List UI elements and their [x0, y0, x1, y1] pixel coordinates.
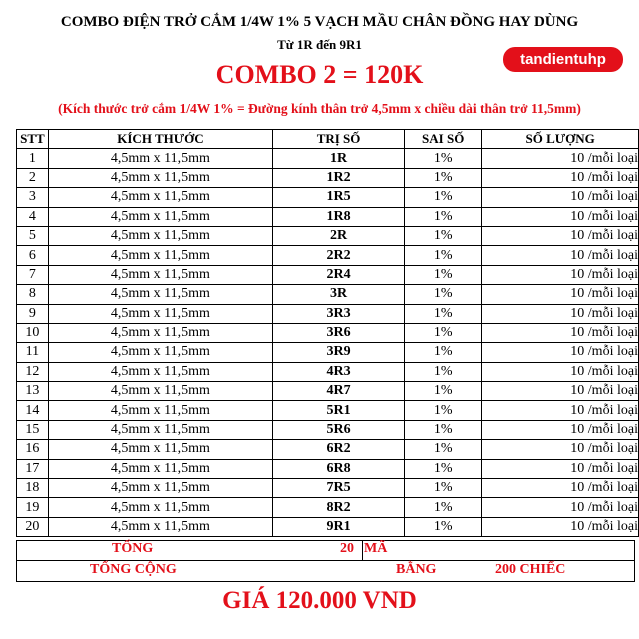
cell-stt: 6	[17, 246, 49, 265]
cell-quantity: 10 /mỗi loại	[482, 304, 639, 323]
cell-stt: 9	[17, 304, 49, 323]
cell-quantity: 10 /mỗi loại	[482, 323, 639, 342]
cell-stt: 15	[17, 420, 49, 439]
brand-badge: tandientuhp	[503, 47, 623, 72]
cell-quantity: 10 /mỗi loại	[482, 420, 639, 439]
cell-tolerance: 1%	[405, 285, 482, 304]
total-unit: MÃ	[364, 541, 388, 556]
cell-size: 4,5mm x 11,5mm	[48, 226, 272, 245]
cell-quantity: 10 /mỗi loại	[482, 188, 639, 207]
cell-tolerance: 1%	[405, 226, 482, 245]
table-row	[17, 401, 639, 420]
cell-value: 9R1	[273, 517, 405, 536]
cell-quantity: 10 /mỗi loại	[482, 440, 639, 459]
table-row	[17, 168, 639, 187]
table-row	[17, 498, 639, 517]
cell-value: 4R7	[273, 382, 405, 401]
cell-tolerance: 1%	[405, 265, 482, 284]
cell-size: 4,5mm x 11,5mm	[48, 207, 272, 226]
grand-total-label: TỔNG CỘNG	[90, 562, 177, 577]
cell-tolerance: 1%	[405, 517, 482, 536]
cell-stt: 19	[17, 498, 49, 517]
cell-tolerance: 1%	[405, 382, 482, 401]
table-row	[17, 420, 639, 439]
cell-value: 2R2	[273, 246, 405, 265]
table-row	[17, 285, 639, 304]
cell-stt: 12	[17, 362, 49, 381]
cell-size: 4,5mm x 11,5mm	[48, 479, 272, 498]
cell-tolerance: 1%	[405, 323, 482, 342]
cell-value: 3R	[273, 285, 405, 304]
cell-size: 4,5mm x 11,5mm	[48, 168, 272, 187]
cell-value: 2R4	[273, 265, 405, 284]
size-note: (Kích thước trở cắm 1/4W 1% = Đường kính thân trở 4,5mm x chiều dài thân trở 11,5mm)	[58, 101, 581, 116]
cell-size: 4,5mm x 11,5mm	[48, 382, 272, 401]
cell-tolerance: 1%	[405, 479, 482, 498]
cell-stt: 10	[17, 323, 49, 342]
table-row	[17, 479, 639, 498]
cell-value: 7R5	[273, 479, 405, 498]
cell-quantity: 10 /mỗi loại	[482, 459, 639, 478]
table-header-row	[17, 130, 639, 149]
combo-heading: COMBO 2 = 120K	[215, 60, 424, 89]
cell-tolerance: 1%	[405, 168, 482, 187]
table-row	[17, 382, 639, 401]
cell-quantity: 10 /mỗi loại	[482, 479, 639, 498]
cell-stt: 16	[17, 440, 49, 459]
table-row	[17, 304, 639, 323]
col-header-tolerance: SAI SỐ	[405, 130, 482, 149]
cell-size: 4,5mm x 11,5mm	[48, 323, 272, 342]
table-row	[17, 440, 639, 459]
cell-stt: 7	[17, 265, 49, 284]
cell-stt: 3	[17, 188, 49, 207]
equals-label: BẰNG	[396, 562, 437, 577]
cell-size: 4,5mm x 11,5mm	[48, 362, 272, 381]
cell-value: 8R2	[273, 498, 405, 517]
cell-size: 4,5mm x 11,5mm	[48, 285, 272, 304]
cell-value: 3R9	[273, 343, 405, 362]
cell-stt: 2	[17, 168, 49, 187]
col-header-stt: STT	[17, 130, 49, 149]
cell-value: 1R2	[273, 168, 405, 187]
price-label: GIÁ 120.000 VND	[222, 587, 417, 614]
cell-stt: 17	[17, 459, 49, 478]
cell-tolerance: 1%	[405, 149, 482, 168]
cell-stt: 5	[17, 226, 49, 245]
table-row	[17, 362, 639, 381]
cell-quantity: 10 /mỗi loại	[482, 343, 639, 362]
cell-size: 4,5mm x 11,5mm	[48, 188, 272, 207]
cell-tolerance: 1%	[405, 498, 482, 517]
cell-size: 4,5mm x 11,5mm	[48, 401, 272, 420]
cell-value: 2R	[273, 226, 405, 245]
cell-value: 5R1	[273, 401, 405, 420]
document-title: COMBO ĐIỆN TRỞ CẮM 1/4W 1% 5 VẠCH MẦU CHÂN ĐỒNG HAY DÙNG	[60, 14, 579, 30]
cell-quantity: 10 /mỗi loại	[482, 207, 639, 226]
table-row	[17, 246, 639, 265]
cell-value: 6R2	[273, 440, 405, 459]
cell-value: 1R8	[273, 207, 405, 226]
cell-tolerance: 1%	[405, 207, 482, 226]
cell-size: 4,5mm x 11,5mm	[48, 149, 272, 168]
cell-size: 4,5mm x 11,5mm	[48, 420, 272, 439]
table-row	[17, 517, 639, 536]
cell-quantity: 10 /mỗi loại	[482, 226, 639, 245]
table-row	[17, 207, 639, 226]
resistor-table	[16, 129, 639, 537]
cell-size: 4,5mm x 11,5mm	[48, 498, 272, 517]
cell-size: 4,5mm x 11,5mm	[48, 304, 272, 323]
cell-tolerance: 1%	[405, 362, 482, 381]
col-header-value: TRỊ SỐ	[273, 130, 405, 149]
cell-tolerance: 1%	[405, 343, 482, 362]
cell-size: 4,5mm x 11,5mm	[48, 343, 272, 362]
table-row	[17, 188, 639, 207]
table-row	[17, 265, 639, 284]
cell-size: 4,5mm x 11,5mm	[48, 265, 272, 284]
cell-quantity: 10 /mỗi loại	[482, 362, 639, 381]
table-row	[17, 149, 639, 168]
cell-stt: 4	[17, 207, 49, 226]
cell-stt: 20	[17, 517, 49, 536]
cell-value: 6R8	[273, 459, 405, 478]
cell-size: 4,5mm x 11,5mm	[48, 517, 272, 536]
total-count: 20	[340, 541, 354, 556]
cell-value: 4R3	[273, 362, 405, 381]
cell-quantity: 10 /mỗi loại	[482, 517, 639, 536]
table-row	[17, 343, 639, 362]
cell-quantity: 10 /mỗi loại	[482, 246, 639, 265]
cell-value: 5R6	[273, 420, 405, 439]
cell-quantity: 10 /mỗi loại	[482, 265, 639, 284]
cell-quantity: 10 /mỗi loại	[482, 285, 639, 304]
cell-quantity: 10 /mỗi loại	[482, 498, 639, 517]
cell-stt: 14	[17, 401, 49, 420]
col-header-quantity: SỐ LƯỢNG	[482, 130, 639, 149]
cell-value: 1R	[273, 149, 405, 168]
cell-tolerance: 1%	[405, 304, 482, 323]
cell-value: 1R5	[273, 188, 405, 207]
cell-quantity: 10 /mỗi loại	[482, 401, 639, 420]
grand-total-value: 200 CHIẾC	[495, 562, 566, 577]
col-header-size: KÍCH THƯỚC	[48, 130, 272, 149]
cell-size: 4,5mm x 11,5mm	[48, 459, 272, 478]
cell-tolerance: 1%	[405, 459, 482, 478]
cell-stt: 11	[17, 343, 49, 362]
table-row	[17, 459, 639, 478]
cell-quantity: 10 /mỗi loại	[482, 168, 639, 187]
cell-quantity: 10 /mỗi loại	[482, 382, 639, 401]
cell-size: 4,5mm x 11,5mm	[48, 440, 272, 459]
table-row	[17, 323, 639, 342]
cell-stt: 18	[17, 479, 49, 498]
cell-tolerance: 1%	[405, 246, 482, 265]
document-subtitle: Từ 1R đến 9R1	[277, 37, 362, 52]
cell-tolerance: 1%	[405, 401, 482, 420]
table-row	[17, 226, 639, 245]
total-label: TỔNG	[112, 541, 154, 556]
cell-stt: 1	[17, 149, 49, 168]
cell-tolerance: 1%	[405, 188, 482, 207]
cell-tolerance: 1%	[405, 440, 482, 459]
cell-size: 4,5mm x 11,5mm	[48, 246, 272, 265]
cell-tolerance: 1%	[405, 420, 482, 439]
cell-stt: 8	[17, 285, 49, 304]
cell-stt: 13	[17, 382, 49, 401]
cell-value: 3R3	[273, 304, 405, 323]
cell-quantity: 10 /mỗi loại	[482, 149, 639, 168]
cell-value: 3R6	[273, 323, 405, 342]
